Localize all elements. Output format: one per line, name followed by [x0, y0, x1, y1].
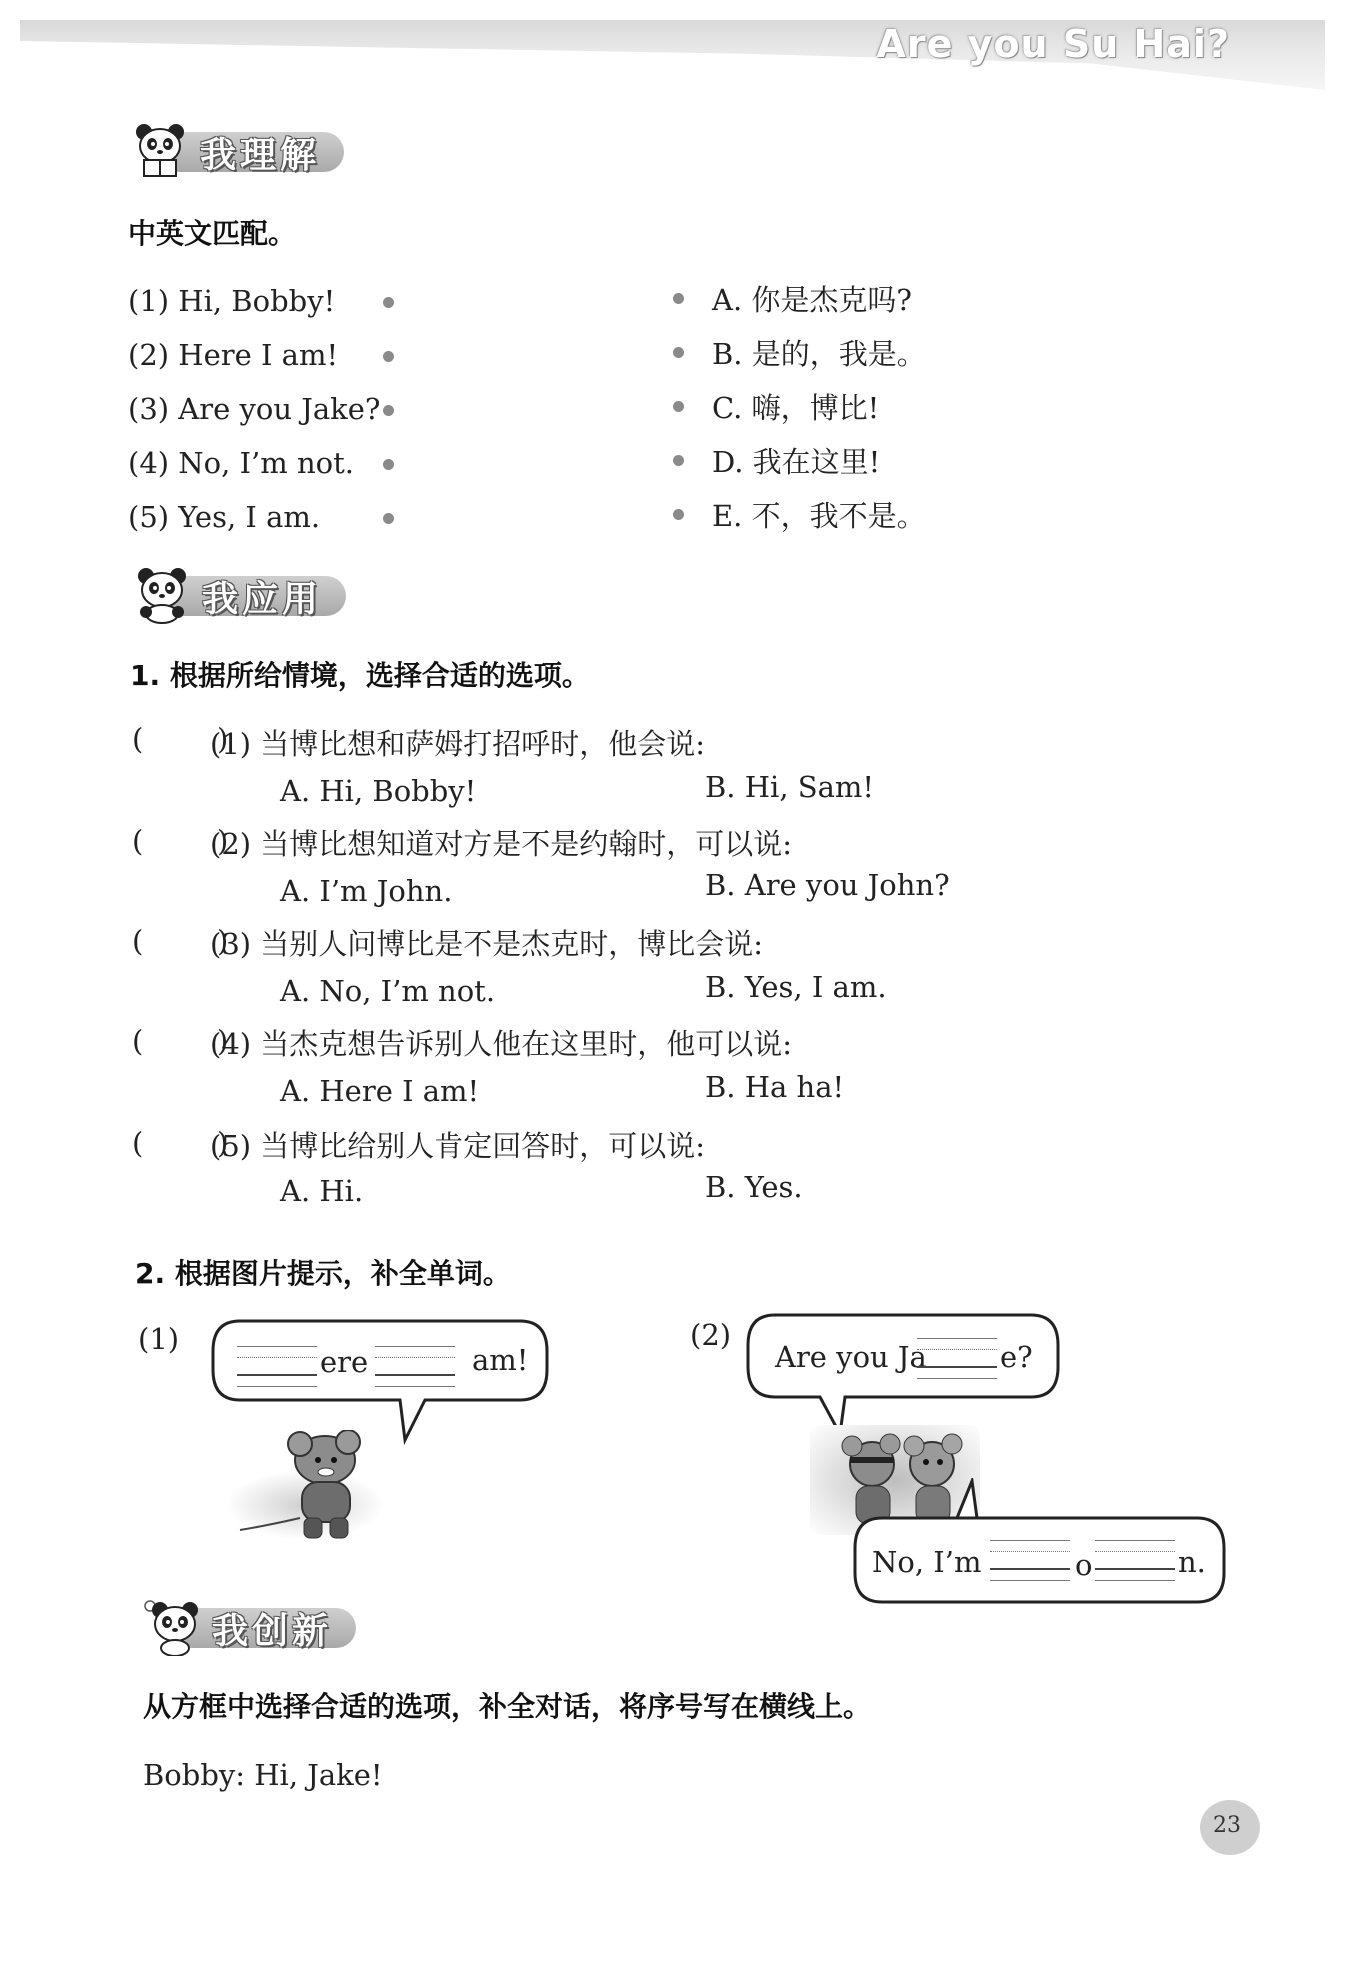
- match-left-item: (5) Yes, I am.: [128, 500, 321, 534]
- answer-suffix: n.: [1178, 1545, 1206, 1579]
- instruction-choose: 1. 根据所给情境，选择合适的选项。: [130, 659, 590, 692]
- option-b: B. Yes.: [705, 1170, 803, 1204]
- answer-mid: o: [1075, 1548, 1093, 1582]
- answer-paren[interactable]: ( ): [132, 824, 229, 858]
- answer-prefix: No, I’m: [872, 1545, 982, 1579]
- match-right-item: D. 我在这里!: [712, 445, 881, 479]
- item-number: (2): [690, 1318, 732, 1352]
- blank-word-2[interactable]: [375, 1336, 455, 1387]
- blank-word-not[interactable]: [990, 1530, 1070, 1581]
- match-right-item: B. 是的，我是。: [712, 337, 926, 371]
- question-suffix: e?: [1000, 1340, 1033, 1374]
- instruction-match: 中英文匹配。: [128, 217, 297, 250]
- blank-letters-john[interactable]: [1095, 1530, 1175, 1581]
- answer-paren[interactable]: ( ): [132, 1126, 229, 1160]
- match-left-item: (4) No, I’m not.: [128, 446, 354, 480]
- match-left-item: (3) Are you Jake?: [128, 392, 381, 426]
- match-left-item: (1) Hi, Bobby!: [128, 284, 336, 318]
- option-a: A. No, I’m not.: [280, 974, 496, 1008]
- page-number: 23: [1213, 1813, 1241, 1838]
- panda-icon: [132, 566, 192, 624]
- option-b: B. Ha ha!: [705, 1070, 845, 1104]
- mouse-character-icon: [230, 1430, 380, 1550]
- match-dot-right-d[interactable]: [673, 455, 684, 466]
- answer-paren[interactable]: ( ): [132, 924, 229, 958]
- option-a: A. I’m John.: [280, 874, 453, 908]
- speech-bubble-2: [745, 1312, 1061, 1440]
- question-stem: (1) 当博比想和萨姆打招呼时，他会说:: [210, 727, 706, 761]
- option-a: A. Hi, Bobby!: [280, 774, 477, 808]
- question-stem: (5) 当博比给别人肯定回答时，可以说:: [210, 1129, 706, 1163]
- section-header-apply: [132, 566, 392, 620]
- word-fragment: am!: [472, 1343, 529, 1377]
- match-dot-right-e[interactable]: [673, 509, 684, 520]
- option-a: A. Here I am!: [280, 1074, 480, 1108]
- match-dot-left-1[interactable]: [383, 297, 394, 308]
- panda-idea-icon: [142, 1598, 202, 1656]
- option-b: B. Hi, Sam!: [705, 770, 875, 804]
- match-dot-left-3[interactable]: [383, 405, 394, 416]
- option-b: B. Yes, I am.: [705, 970, 887, 1004]
- option-a: A. Hi.: [280, 1174, 364, 1208]
- section-header-create: [142, 1598, 402, 1652]
- match-dot-right-a[interactable]: [673, 293, 684, 304]
- section-title: 我理解: [200, 134, 321, 176]
- match-dot-right-b[interactable]: [673, 347, 684, 358]
- question-stem: (4) 当杰克想告诉别人他在这里时，他可以说:: [210, 1027, 793, 1061]
- question-prefix: Are you Ja: [775, 1340, 927, 1374]
- option-b: B. Are you John?: [705, 868, 950, 902]
- match-right-item: E. 不，我不是。: [712, 499, 926, 533]
- section-title: 我应用: [202, 578, 323, 620]
- match-dot-left-5[interactable]: [383, 513, 394, 524]
- answer-paren[interactable]: ( ): [132, 1024, 229, 1058]
- instruction-complete-words: 2. 根据图片提示，补全单词。: [135, 1257, 511, 1290]
- match-dot-right-c[interactable]: [673, 401, 684, 412]
- word-fragment: ere: [320, 1345, 369, 1379]
- blank-letters-jake[interactable]: [917, 1328, 997, 1379]
- match-right-item: A. 你是杰克吗?: [712, 283, 912, 317]
- dialog-line: Bobby: Hi, Jake!: [143, 1758, 383, 1792]
- question-stem: (3) 当别人问博比是不是杰克时，博比会说:: [210, 927, 764, 961]
- unit-title: Are you Su Hai?: [876, 22, 1230, 66]
- item-number: (1): [138, 1322, 180, 1356]
- panda-reading-icon: [130, 122, 190, 180]
- match-right-item: C. 嗨，博比!: [712, 391, 880, 425]
- answer-paren[interactable]: ( ): [132, 722, 229, 756]
- section-header-understand: [130, 122, 390, 176]
- section-title: 我创新: [212, 1610, 333, 1652]
- instruction-dialog: 从方框中选择合适的选项，补全对话，将序号写在横线上。: [143, 1690, 872, 1723]
- match-dot-left-2[interactable]: [383, 351, 394, 362]
- blank-letter-1[interactable]: [237, 1336, 317, 1387]
- question-stem: (2) 当博比想知道对方是不是约翰时，可以说:: [210, 827, 793, 861]
- match-dot-left-4[interactable]: [383, 459, 394, 470]
- match-left-item: (2) Here I am!: [128, 338, 339, 372]
